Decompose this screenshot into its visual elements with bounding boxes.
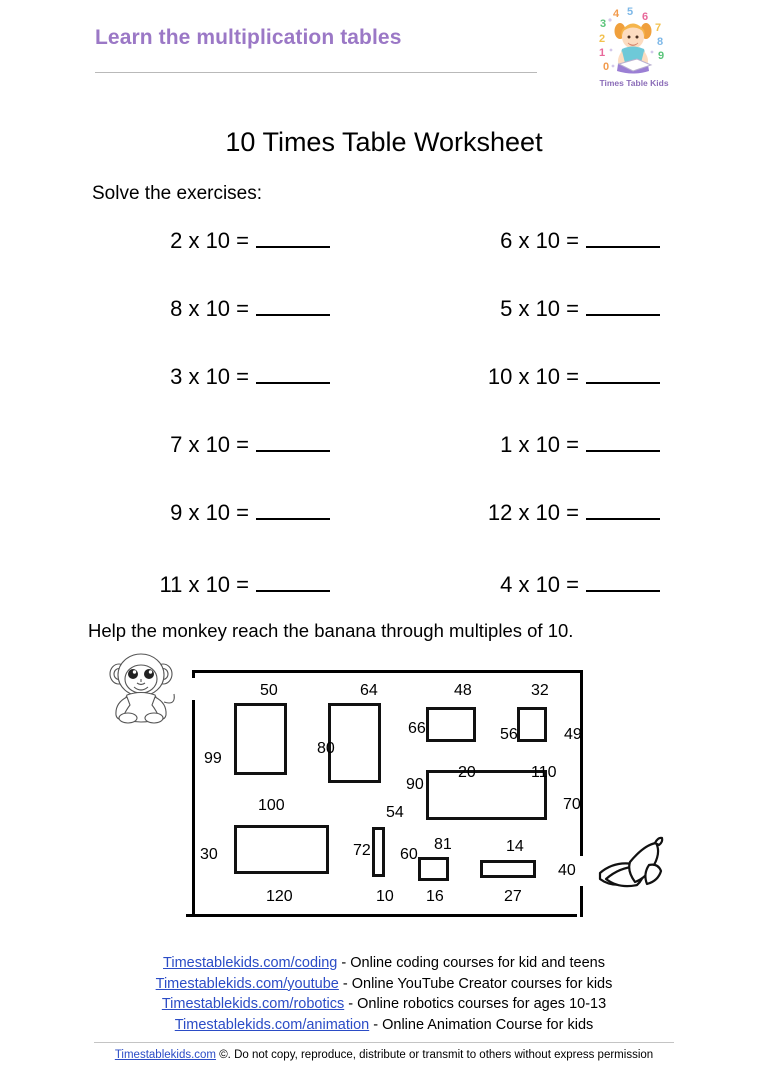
banana-icon xyxy=(592,835,670,897)
maze-number[interactable]: 80 xyxy=(317,740,335,757)
footer-divider xyxy=(94,1042,674,1043)
maze-block xyxy=(372,827,385,877)
maze-wall-left-upper xyxy=(192,670,195,678)
exercise-expression: 8 x 10 = xyxy=(170,296,249,321)
maze-number[interactable]: 64 xyxy=(360,682,378,699)
exercise-item xyxy=(330,428,660,458)
exercise-row xyxy=(0,224,768,254)
exercise-expression: 5 x 10 = xyxy=(500,296,579,321)
maze-block xyxy=(426,770,547,820)
maze-block xyxy=(426,707,476,742)
maze-block xyxy=(234,825,329,874)
exercise-row xyxy=(0,568,768,598)
footer-link[interactable]: Timestablekids.com/coding xyxy=(163,955,338,971)
exercise-item xyxy=(330,568,660,598)
answer-blank[interactable] xyxy=(586,428,660,452)
maze-section xyxy=(0,648,768,938)
maze-number[interactable]: 49 xyxy=(564,726,582,743)
exercise-item xyxy=(0,292,330,322)
maze-number[interactable]: 72 xyxy=(353,842,371,859)
footer-link-row xyxy=(0,994,768,1015)
maze-block xyxy=(418,857,449,881)
maze-number[interactable]: 20 xyxy=(458,764,476,781)
copyright-link[interactable]: Timestablekids.com xyxy=(114,1049,217,1061)
monkey-icon xyxy=(101,652,183,728)
answer-blank[interactable] xyxy=(586,568,660,592)
svg-text:3: 3 xyxy=(600,18,607,30)
answer-blank[interactable] xyxy=(586,360,660,384)
maze-number[interactable]: 50 xyxy=(260,682,278,699)
footer-link-row xyxy=(0,953,768,974)
page-title: 10 Times Table Worksheet xyxy=(225,127,543,157)
maze-block xyxy=(234,703,287,775)
svg-text:9: 9 xyxy=(658,50,665,62)
exercise-row xyxy=(0,496,768,526)
exercise-list xyxy=(0,224,768,610)
maze-number[interactable]: 99 xyxy=(204,750,222,767)
exercise-item xyxy=(330,496,660,526)
exercise-expression: 6 x 10 = xyxy=(500,228,579,253)
maze-wall-top xyxy=(192,670,583,673)
footer-link-list xyxy=(0,953,768,1035)
exercise-item xyxy=(0,224,330,254)
exercise-item xyxy=(330,224,660,254)
exercise-item xyxy=(0,568,330,598)
maze-number[interactable]: 81 xyxy=(434,836,452,853)
exercise-expression: 4 x 10 = xyxy=(500,572,579,597)
svg-text:8: 8 xyxy=(657,36,664,48)
maze-number[interactable]: 54 xyxy=(386,804,404,821)
svg-text:7: 7 xyxy=(655,22,662,34)
header-tagline: Learn the multiplication tables xyxy=(95,26,402,49)
solve-instruction: Solve the exercises: xyxy=(92,183,263,204)
maze-number[interactable]: 48 xyxy=(454,682,472,699)
maze-number[interactable]: 66 xyxy=(408,720,426,737)
maze-wall-right-lower xyxy=(580,886,583,917)
maze-wall-right-upper xyxy=(580,670,583,856)
times-table-kids-girl-logo-icon xyxy=(589,4,679,78)
exercise-expression: 10 x 10 = xyxy=(487,364,579,389)
answer-blank[interactable] xyxy=(256,224,330,248)
maze-number[interactable]: 16 xyxy=(426,888,444,905)
exercise-row xyxy=(0,360,768,390)
exercise-item xyxy=(330,360,660,390)
svg-text:1: 1 xyxy=(599,47,606,59)
answer-blank[interactable] xyxy=(256,292,330,316)
exercise-expression: 11 x 10 = xyxy=(159,572,249,597)
footer-link-row xyxy=(0,974,768,995)
maze-wall-bottom xyxy=(186,914,577,917)
exercise-item xyxy=(330,292,660,322)
maze-number[interactable]: 60 xyxy=(400,846,418,863)
answer-blank[interactable] xyxy=(256,428,330,452)
answer-blank[interactable] xyxy=(256,496,330,520)
maze-block xyxy=(328,703,381,783)
maze-number[interactable]: 56 xyxy=(500,726,518,743)
exercise-expression: 12 x 10 = xyxy=(487,500,579,525)
exercise-row xyxy=(0,292,768,322)
svg-text:5: 5 xyxy=(627,6,634,18)
maze-instruction: Help the monkey reach the banana through multiples of 10. xyxy=(88,620,574,641)
answer-blank[interactable] xyxy=(586,496,660,520)
answer-blank[interactable] xyxy=(256,568,330,592)
exercise-expression: 2 x 10 = xyxy=(170,228,249,253)
header-divider xyxy=(95,72,537,73)
svg-text:2: 2 xyxy=(599,33,606,45)
exercise-item xyxy=(0,428,330,458)
answer-blank[interactable] xyxy=(586,224,660,248)
maze-block xyxy=(480,860,536,878)
copyright-text: ©. Do not copy, reproduce, distribute or transmit to others without express permission xyxy=(216,1049,654,1061)
exercise-item xyxy=(0,496,330,526)
exercise-expression: 1 x 10 = xyxy=(500,432,579,457)
maze-number[interactable]: 10 xyxy=(376,888,394,905)
logo-caption: Times Table Kids xyxy=(599,78,669,88)
footer-link-description: - Online Animation Course for kids xyxy=(369,1016,594,1033)
exercise-item xyxy=(0,360,330,390)
footer-link[interactable]: Timestablekids.com/animation xyxy=(174,1016,370,1033)
maze-block xyxy=(517,707,547,742)
svg-text:0: 0 xyxy=(603,61,610,73)
maze-number[interactable]: 90 xyxy=(406,776,424,793)
footer-link-description: - Online coding courses for kid and teens xyxy=(337,955,605,971)
maze-grid xyxy=(186,670,583,917)
maze-number[interactable]: 14 xyxy=(506,838,524,855)
footer-link[interactable]: Timestablekids.com/robotics xyxy=(161,996,345,1012)
footer-link-row xyxy=(0,1015,768,1036)
page-header xyxy=(0,0,768,100)
exercise-row xyxy=(0,428,768,458)
answer-blank[interactable] xyxy=(256,360,330,384)
footer-link-description: - Online robotics courses for ages 10-13 xyxy=(344,996,607,1012)
exercise-expression: 7 x 10 = xyxy=(170,432,249,457)
maze-number[interactable]: 30 xyxy=(200,846,218,863)
maze-number[interactable]: 100 xyxy=(258,797,285,814)
maze-number[interactable]: 40 xyxy=(558,862,576,879)
maze-number[interactable]: 110 xyxy=(531,764,557,781)
maze-number[interactable]: 120 xyxy=(266,888,293,905)
maze-wall-left-lower xyxy=(192,700,195,917)
copyright-notice xyxy=(0,1049,768,1061)
maze-number[interactable]: 27 xyxy=(504,888,522,905)
svg-text:4: 4 xyxy=(613,8,620,20)
footer-link-description: - Online YouTube Creator courses for kids xyxy=(338,975,613,992)
maze-number[interactable]: 70 xyxy=(563,796,581,813)
footer-link[interactable]: Timestablekids.com/youtube xyxy=(155,975,339,992)
answer-blank[interactable] xyxy=(586,292,660,316)
exercise-expression: 9 x 10 = xyxy=(170,500,249,525)
maze-number[interactable]: 32 xyxy=(531,682,549,699)
svg-text:6: 6 xyxy=(642,11,649,23)
brand-logo xyxy=(589,4,679,96)
exercise-expression: 3 x 10 = xyxy=(170,364,249,389)
